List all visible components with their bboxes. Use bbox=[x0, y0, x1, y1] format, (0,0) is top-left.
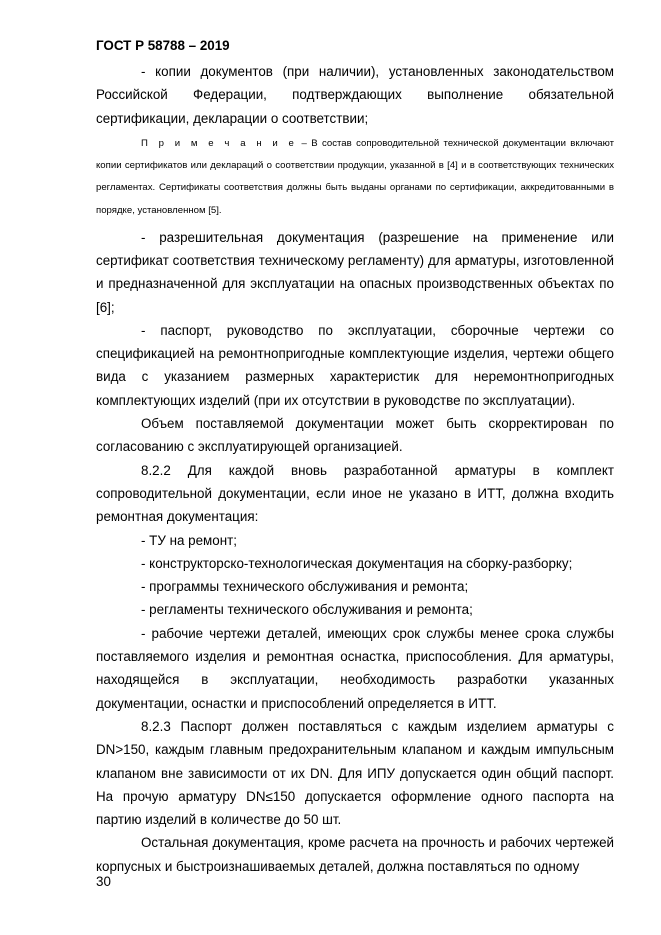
note-text: – В состав сопроводительной технической документации включают копии сертификатов или деклараций о соответствии продукции, указанной в [4] и в соответствующих технических регламентах. Сертификаты соответствия должны быть выданы органами по сертификации, аккредитованными в порядке, установленном [5]. bbox=[96, 137, 615, 216]
note-label: П р и м е ч а н и е bbox=[141, 137, 298, 149]
paragraph-volume: Объем поставляемой документации может быть скорректирован по согласованию с эксплуатирующей организацией. bbox=[96, 416, 614, 455]
paragraph-passport: - паспорт, руководство по эксплуатации, сборочные чертежи со спецификацией на ремонтнопригодные комплектующие изделия, чертежи общего вида с указанием размерных характеристик для неремонтнопригодных комплектующих изделий (при их отсутствии в руководстве по эксплуатации). bbox=[96, 322, 614, 408]
paragraph-copies: - копии документов (при наличии), установленных законодательством Российской Федерации, подтверждающих выполнение обязательной сертификации, декларации о соответствии; bbox=[96, 64, 614, 126]
list-item-programs: - программы технического обслуживания и ремонта; bbox=[141, 579, 469, 595]
paragraph-permits: - разрешительная документация (разрешение на применение или сертификат соответствия техническому регламенту) для арматуры, изготовленной и предназначенной для эксплуатации на опасных производственных объектах по [6]; bbox=[96, 229, 614, 315]
document-body bbox=[96, 60, 614, 878]
page-number: 30 bbox=[96, 874, 111, 889]
paragraph-working-drawings: - рабочие чертежи деталей, имеющих срок службы менее срока службы поставляемого изделия и ремонтная оснастка, приспособления. Для арматуры, находящейся в эксплуатации, необходимость разработки указанных документации, оснастки и приспособлений определяется в ИТТ. bbox=[96, 625, 614, 711]
document-header: ГОСТ Р 58788 – 2019 bbox=[96, 38, 230, 53]
list-item-design-docs: - конструкторско-технологическая документация на сборку-разборку; bbox=[141, 555, 573, 571]
paragraph-8-2-2: 8.2.2 Для каждой вновь разработанной арматуры в комплект сопроводительной документации, если иное не указано в ИТТ, должна входить ремонтная документация: bbox=[96, 462, 614, 525]
paragraph-other-docs: Остальная документация, кроме расчета на прочность и рабочих чертежей корпусных и быстроизнашиваемых деталей, должна поставляться по одному bbox=[96, 835, 614, 874]
list-item-regulations: - регламенты технического обслуживания и ремонта; bbox=[141, 602, 473, 618]
list-item-tu: - ТУ на ремонт; bbox=[141, 532, 237, 548]
note bbox=[96, 133, 614, 222]
paragraph-8-2-3: 8.2.3 Паспорт должен поставляться с каждым изделием арматуры с DN>150, каждым главным предохранительным клапаном и каждым импульсным клапаном вне зависимости от их DN. Для ИПУ допускается один общий паспорт. На прочую арматуру DN≤150 допускается оформление одного паспорта на партию изделий в количестве до 50 шт. bbox=[96, 718, 614, 828]
